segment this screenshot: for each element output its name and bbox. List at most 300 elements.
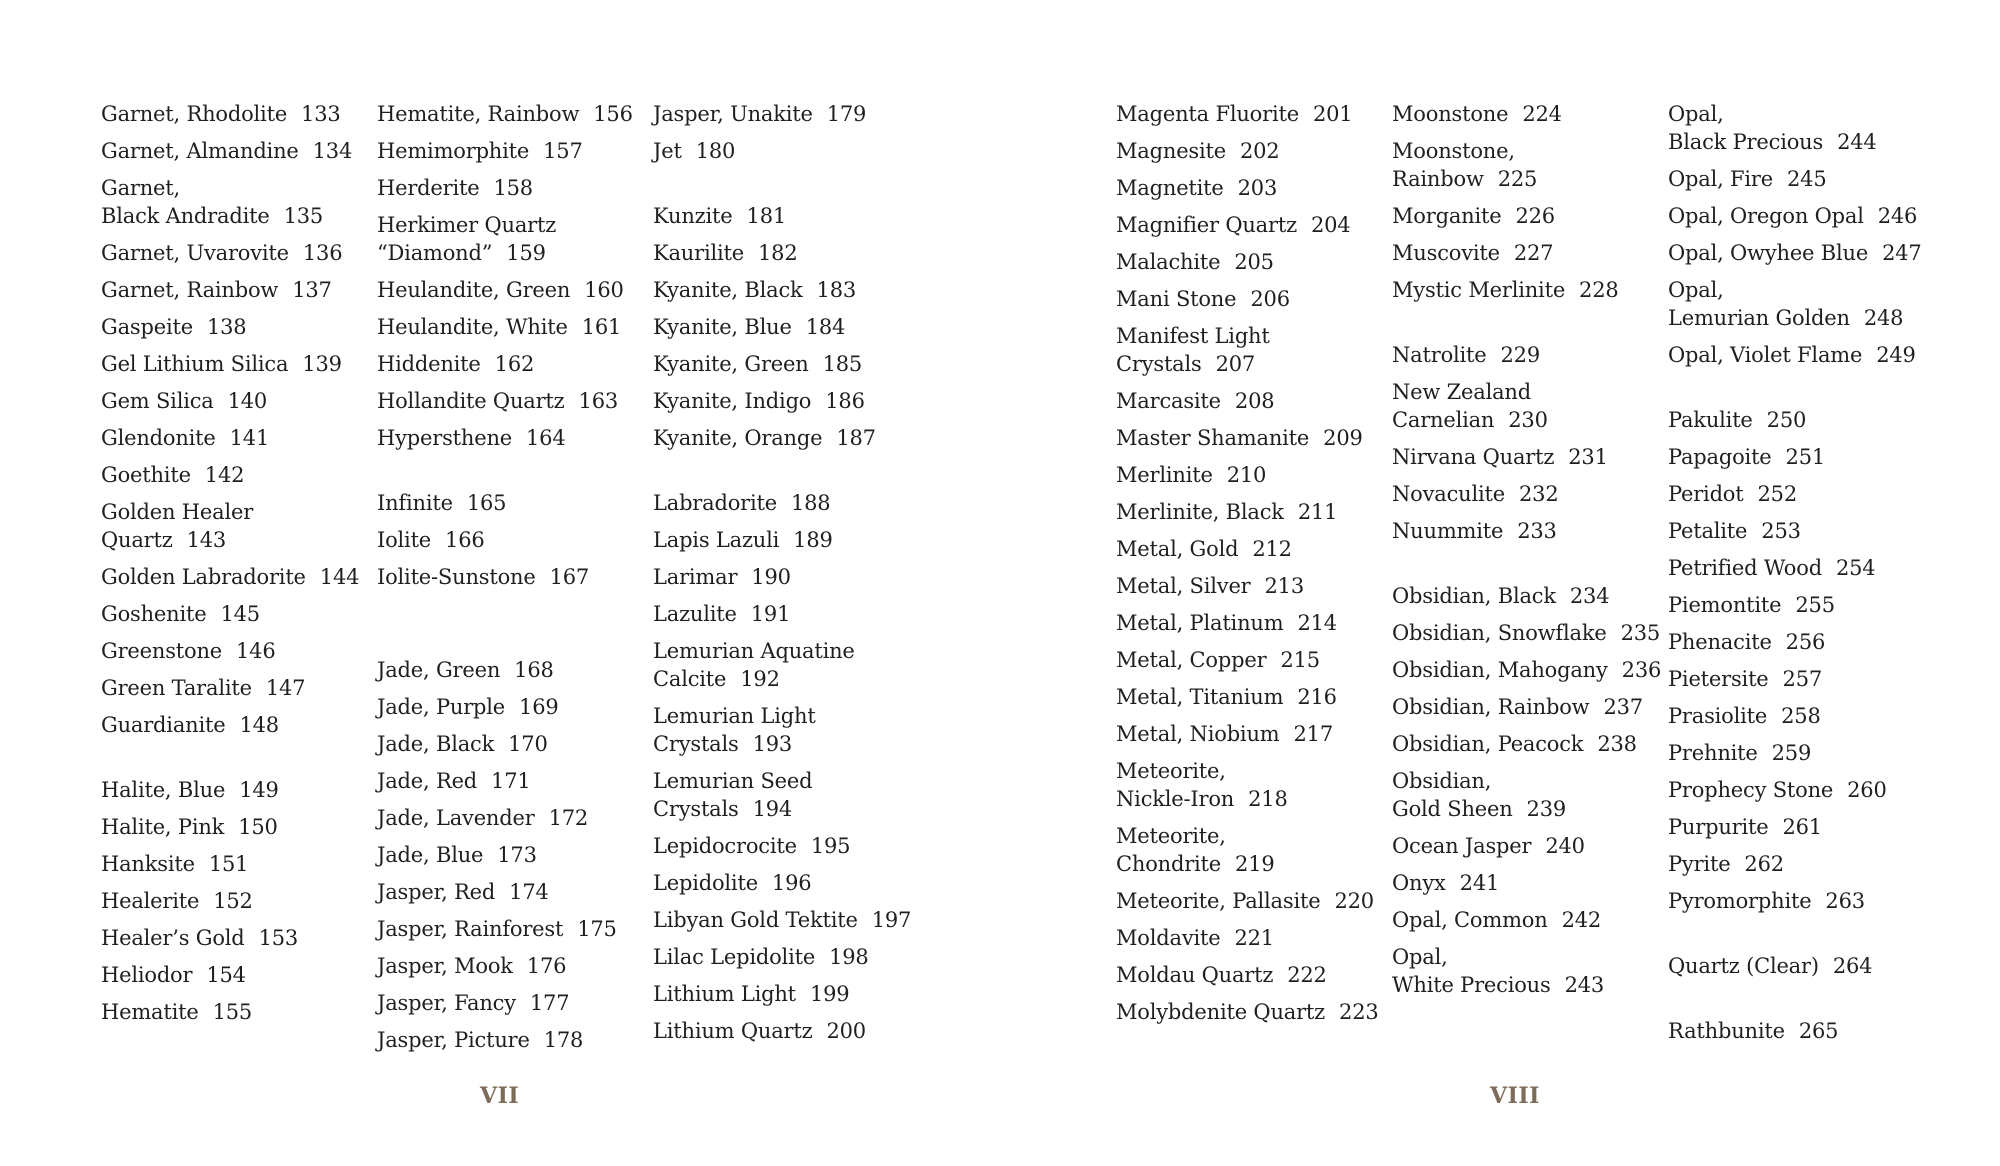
index-entry-name: Obsidian, <box>1392 769 1492 793</box>
index-entry-page: 240 <box>1545 834 1585 858</box>
index-entry-name: Rathbunite <box>1668 1019 1785 1043</box>
index-entry-page: 224 <box>1522 102 1562 126</box>
index-entry-name: Petrified Wood <box>1668 556 1822 580</box>
index-entry-page: 260 <box>1847 778 1887 802</box>
index-entry <box>377 878 647 906</box>
index-entry <box>1668 341 1938 369</box>
index-entry-name: Malachite <box>1116 250 1221 274</box>
index-entry <box>653 637 923 693</box>
index-entry <box>1392 767 1662 823</box>
index-entry-name: Iolite <box>377 528 432 552</box>
index-entry-name: Hypersthene <box>377 426 513 450</box>
index-entry-page: 261 <box>1782 815 1822 839</box>
index-entry-page: 263 <box>1825 889 1865 913</box>
index-entry-page: 204 <box>1310 213 1351 237</box>
index-entry <box>377 915 647 943</box>
index-entry <box>653 276 923 304</box>
index-entry-name: Jasper, Red <box>377 880 496 904</box>
index-entry <box>1392 480 1662 508</box>
index-entry-page: 212 <box>1252 537 1292 561</box>
index-entry-name: Jasper, Picture <box>377 1028 530 1052</box>
index-entry-page: 177 <box>529 991 570 1015</box>
index-entry-page: 221 <box>1234 926 1274 950</box>
index-entry <box>653 563 923 591</box>
index-entry-name: Lithium Light <box>653 982 796 1006</box>
index-entry-page: 198 <box>829 945 869 969</box>
index-entry <box>653 424 923 452</box>
index-entry <box>1668 952 1938 980</box>
index-entry-name: Opal, <box>1392 945 1448 969</box>
index-entry-page: 264 <box>1832 954 1873 978</box>
index-entry-page: 149 <box>239 778 279 802</box>
index-entry-page: 196 <box>771 871 812 895</box>
index-entry <box>1116 211 1386 239</box>
index-entry <box>1668 850 1938 878</box>
index-entry-name: Herkimer Quartz <box>377 213 557 237</box>
index-entry <box>1668 776 1938 804</box>
index-entry-name: Calcite <box>653 667 727 691</box>
index-entry <box>377 211 647 267</box>
index-entry <box>101 350 371 378</box>
index-entry-name: Meteorite, <box>1116 824 1226 848</box>
index-entry-name: Opal, Oregon Opal <box>1668 204 1864 228</box>
index-entry-page: 230 <box>1508 408 1548 432</box>
index-entry <box>1392 730 1662 758</box>
index-entry <box>1116 322 1386 378</box>
index-entry <box>1668 202 1938 230</box>
index-entry-name: Prophecy Stone <box>1668 778 1834 802</box>
index-entry-page: 228 <box>1579 278 1619 302</box>
index-entry-name: Hemimorphite <box>377 139 530 163</box>
index-entry-page: 182 <box>758 241 798 265</box>
index-entry-page: 206 <box>1250 287 1290 311</box>
index-entry <box>101 498 371 554</box>
index-entry-page: 259 <box>1771 741 1812 765</box>
index-entry-page: 188 <box>790 491 831 515</box>
index-entry <box>653 313 923 341</box>
index-entry-name: Lemurian Seed <box>653 769 813 793</box>
index-entry-page: 170 <box>508 732 548 756</box>
index-entry-name: Hematite <box>101 1000 199 1024</box>
index-entry-page: 142 <box>204 463 245 487</box>
index-entry-page: 218 <box>1248 787 1288 811</box>
index-entry <box>1668 406 1938 434</box>
index-entry <box>653 387 923 415</box>
index-entry <box>653 239 923 267</box>
page-number-left: VII <box>480 1083 520 1109</box>
index-entry-page: 233 <box>1517 519 1557 543</box>
index-entry-name: Pyromorphite <box>1668 889 1812 913</box>
index-entry-name: Phenacite <box>1668 630 1772 654</box>
index-entry <box>1116 461 1386 489</box>
index-entry-page: 156 <box>593 102 633 126</box>
index-entry-page: 220 <box>1334 889 1374 913</box>
index-entry-name: Metal, Niobium <box>1116 722 1280 746</box>
index-entry <box>1392 276 1662 304</box>
index-entry <box>377 137 647 165</box>
index-entry <box>653 702 923 758</box>
index-entry-page: 255 <box>1795 593 1835 617</box>
index-entry-page: 136 <box>302 241 343 265</box>
index-entry-page: 237 <box>1603 695 1643 719</box>
index-entry <box>101 776 371 804</box>
index-entry <box>377 387 647 415</box>
index-entry <box>1116 248 1386 276</box>
index-entry <box>1116 498 1386 526</box>
index-entry-page: 186 <box>825 389 865 413</box>
index-entry-name: Ocean Jasper <box>1392 834 1532 858</box>
index-entry-name: Magnesite <box>1116 139 1226 163</box>
index-entry-page: 143 <box>186 528 227 552</box>
index-entry <box>1116 887 1386 915</box>
index-entry-page: 216 <box>1297 685 1337 709</box>
index-entry-name: Natrolite <box>1392 343 1487 367</box>
index-entry-name: Papagoite <box>1668 445 1772 469</box>
index-entry-name: Novaculite <box>1392 482 1505 506</box>
index-entry-page: 203 <box>1237 176 1278 200</box>
index-entry-name: Chondrite <box>1116 852 1222 876</box>
index-entry <box>653 943 923 971</box>
index-entry <box>377 730 647 758</box>
index-entry-name: Marcasite <box>1116 389 1221 413</box>
index-entry <box>1668 517 1938 545</box>
index-entry-name: Black Precious <box>1668 130 1824 154</box>
index-entry <box>101 887 371 915</box>
index-entry-page: 265 <box>1798 1019 1839 1043</box>
index-entry-page: 243 <box>1564 973 1605 997</box>
index-entry-page: 164 <box>526 426 566 450</box>
index-entry <box>101 174 371 230</box>
index-entry-page: 219 <box>1235 852 1275 876</box>
index-entry-page: 235 <box>1620 621 1661 645</box>
index-entry-name: Jade, Lavender <box>377 806 535 830</box>
index-column-p1-c1 <box>101 100 371 1035</box>
index-entry <box>1668 813 1938 841</box>
index-entry-name: Healerite <box>101 889 200 913</box>
index-entry-name: Lemurian Aquatine <box>653 639 855 663</box>
index-entry-page: 241 <box>1459 871 1500 895</box>
index-entry-name: Garnet, <box>101 176 181 200</box>
index-entry-name: Moonstone, <box>1392 139 1515 163</box>
index-spacer <box>1668 989 1938 1017</box>
index-spacer <box>653 461 923 489</box>
index-entry-page: 249 <box>1876 343 1916 367</box>
index-entry-name: Hollandite Quartz <box>377 389 565 413</box>
index-entry-name: Obsidian, Snowflake <box>1392 621 1607 645</box>
index-entry-page: 178 <box>543 1028 584 1052</box>
index-entry-name: Glendonite <box>101 426 216 450</box>
index-entry <box>377 276 647 304</box>
index-entry <box>1116 424 1386 452</box>
index-entry <box>101 137 371 165</box>
index-entry <box>377 989 647 1017</box>
index-entry <box>653 137 923 165</box>
index-entry-name: Greenstone <box>101 639 223 663</box>
index-entry-name: Moldau Quartz <box>1116 963 1274 987</box>
index-entry-page: 173 <box>497 843 537 867</box>
index-entry-name: Garnet, Uvarovite <box>101 241 289 265</box>
index-entry-name: Garnet, Rhodolite <box>101 102 288 126</box>
index-entry-page: 262 <box>1744 852 1784 876</box>
index-entry-name: Goshenite <box>101 602 207 626</box>
index-entry <box>101 276 371 304</box>
index-entry-name: Opal, Common <box>1392 908 1548 932</box>
index-entry-name: Garnet, Rainbow <box>101 278 279 302</box>
index-entry-name: Rainbow <box>1392 167 1484 191</box>
index-entry-name: Peridot <box>1668 482 1744 506</box>
index-entry-name: Green Taralite <box>101 676 252 700</box>
index-entry-name: Metal, Titanium <box>1116 685 1284 709</box>
index-entry-page: 192 <box>740 667 780 691</box>
index-entry <box>1392 341 1662 369</box>
index-entry <box>101 313 371 341</box>
index-entry <box>1116 572 1386 600</box>
index-entry-name: Opal, Owyhee Blue <box>1668 241 1869 265</box>
index-entry-name: Jade, Blue <box>377 843 484 867</box>
index-entry <box>1116 609 1386 637</box>
index-entry-name: Jade, Green <box>377 658 501 682</box>
index-entry <box>653 767 923 823</box>
index-entry-page: 151 <box>208 852 249 876</box>
index-entry-page: 168 <box>514 658 554 682</box>
index-entry <box>1116 924 1386 952</box>
index-column-p1-c3 <box>653 100 923 1054</box>
index-entry-page: 138 <box>206 315 247 339</box>
index-entry-name: Jade, Purple <box>377 695 506 719</box>
index-entry-page: 202 <box>1239 139 1280 163</box>
index-entry-name: Goethite <box>101 463 191 487</box>
index-entry <box>377 350 647 378</box>
index-entry-name: Lepidolite <box>653 871 758 895</box>
index-entry-page: 253 <box>1761 519 1801 543</box>
index-entry <box>377 563 647 591</box>
index-entry-page: 252 <box>1757 482 1797 506</box>
index-entry-name: Magnifier Quartz <box>1116 213 1297 237</box>
index-entry-page: 223 <box>1339 1000 1379 1024</box>
index-entry-page: 242 <box>1561 908 1602 932</box>
index-entry-page: 154 <box>206 963 246 987</box>
index-entry-name: Morganite <box>1392 204 1502 228</box>
index-entry-page: 165 <box>466 491 507 515</box>
index-entry <box>653 489 923 517</box>
index-entry <box>1392 100 1662 128</box>
index-entry-page: 208 <box>1234 389 1275 413</box>
index-entry <box>1116 757 1386 813</box>
index-spacer <box>377 461 647 489</box>
index-entry <box>1392 202 1662 230</box>
index-entry-name: Jasper, Unakite <box>653 102 813 126</box>
index-entry <box>377 952 647 980</box>
index-entry-name: Nickle-Iron <box>1116 787 1235 811</box>
index-entry-page: 176 <box>526 954 567 978</box>
index-entry-name: Obsidian, Rainbow <box>1392 695 1590 719</box>
index-entry <box>653 869 923 897</box>
index-entry-name: Kaurilite <box>653 241 744 265</box>
index-entry <box>101 998 371 1026</box>
index-entry-page: 167 <box>549 565 590 589</box>
index-entry-name: Piemontite <box>1668 593 1782 617</box>
index-entry <box>1392 693 1662 721</box>
index-entry-name: Gel Lithium Silica <box>101 352 289 376</box>
index-entry-page: 141 <box>229 426 270 450</box>
index-entry-page: 257 <box>1782 667 1823 691</box>
index-entry <box>377 656 647 684</box>
page-number-right: VIII <box>1490 1083 1540 1109</box>
index-entry-page: 135 <box>283 204 324 228</box>
index-entry-name: Manifest Light <box>1116 324 1270 348</box>
index-entry-page: 163 <box>578 389 619 413</box>
index-entry-page: 245 <box>1787 167 1827 191</box>
index-entry <box>377 841 647 869</box>
index-entry <box>653 906 923 934</box>
index-entry-name: Heliodor <box>101 963 193 987</box>
index-entry <box>653 526 923 554</box>
index-entry-page: 232 <box>1519 482 1559 506</box>
index-entry-page: 153 <box>258 926 299 950</box>
index-entry <box>653 202 923 230</box>
index-entry-page: 140 <box>227 389 268 413</box>
index-entry <box>1116 100 1386 128</box>
index-entry <box>653 100 923 128</box>
index-entry-page: 251 <box>1785 445 1826 469</box>
index-entry-name: Lemurian Light <box>653 704 816 728</box>
index-entry-name: Nirvana Quartz <box>1392 445 1555 469</box>
index-entry-page: 160 <box>584 278 624 302</box>
index-entry-page: 171 <box>491 769 531 793</box>
index-entry-name: Metal, Gold <box>1116 537 1239 561</box>
index-entry-name: Mystic Merlinite <box>1392 278 1566 302</box>
index-entry-name: Moldavite <box>1116 926 1221 950</box>
index-entry <box>653 980 923 1008</box>
index-entry <box>1668 100 1938 156</box>
index-entry <box>377 804 647 832</box>
index-entry <box>1116 720 1386 748</box>
index-entry-name: Quartz (Clear) <box>1668 954 1819 978</box>
index-column-p2-c2 <box>1392 100 1662 1008</box>
index-entry-page: 254 <box>1835 556 1876 580</box>
index-entry-page: 213 <box>1264 574 1304 598</box>
index-entry-name: Pietersite <box>1668 667 1769 691</box>
index-entry-name: Black Andradite <box>101 204 270 228</box>
index-entry-page: 191 <box>750 602 791 626</box>
index-entry <box>1116 646 1386 674</box>
index-entry <box>377 489 647 517</box>
index-entry <box>653 832 923 860</box>
index-entry-name: Larimar <box>653 565 738 589</box>
index-entry <box>377 526 647 554</box>
index-entry <box>1116 961 1386 989</box>
index-entry <box>1668 702 1938 730</box>
index-entry-page: 248 <box>1863 306 1904 330</box>
index-column-p1-c2 <box>377 100 647 1063</box>
index-entry <box>1392 869 1662 897</box>
index-entry-name: Obsidian, Black <box>1392 584 1556 608</box>
index-entry-name: Garnet, Almandine <box>101 139 299 163</box>
index-spacer <box>1392 554 1662 582</box>
index-entry-page: 258 <box>1781 704 1821 728</box>
index-entry <box>1116 285 1386 313</box>
index-entry-name: Halite, Pink <box>101 815 225 839</box>
index-entry <box>1668 739 1938 767</box>
index-entry-page: 137 <box>292 278 332 302</box>
index-entry-name: Crystals <box>1116 352 1202 376</box>
index-entry-name: Heulandite, White <box>377 315 568 339</box>
index-entry-page: 162 <box>494 352 535 376</box>
index-entry <box>1668 165 1938 193</box>
index-entry-name: Purpurite <box>1668 815 1769 839</box>
index-entry-name: Pyrite <box>1668 852 1731 876</box>
index-entry-name: Prehnite <box>1668 741 1758 765</box>
index-spacer <box>1668 924 1938 952</box>
index-entry-page: 169 <box>519 695 559 719</box>
index-entry-name: Gaspeite <box>101 315 193 339</box>
index-entry-page: 229 <box>1500 343 1540 367</box>
index-entry-page: 222 <box>1287 963 1327 987</box>
index-entry <box>377 693 647 721</box>
index-entry-page: 152 <box>213 889 253 913</box>
index-entry-name: Pakulite <box>1668 408 1753 432</box>
index-entry-page: 179 <box>826 102 867 126</box>
index-entry-name: Obsidian, Mahogany <box>1392 658 1608 682</box>
index-entry-name: Lazulite <box>653 602 737 626</box>
index-entry-name: New Zealand <box>1392 380 1531 404</box>
index-entry-page: 146 <box>236 639 276 663</box>
index-entry-name: Molybdenite Quartz <box>1116 1000 1326 1024</box>
index-entry-name: Kyanite, Green <box>653 352 809 376</box>
index-entry <box>377 100 647 128</box>
index-column-p2-c1 <box>1116 100 1386 1035</box>
index-entry <box>101 674 371 702</box>
index-entry <box>1668 480 1938 508</box>
index-entry-name: Herderite <box>377 176 480 200</box>
index-entry-name: Lapis Lazuli <box>653 528 780 552</box>
index-entry-page: 201 <box>1312 102 1353 126</box>
index-entry <box>1668 1017 1938 1045</box>
index-entry-name: Libyan Gold Tektite <box>653 908 858 932</box>
index-entry <box>653 350 923 378</box>
index-entry <box>1392 943 1662 999</box>
index-entry <box>101 813 371 841</box>
index-entry <box>1116 683 1386 711</box>
index-entry-name: Jade, Red <box>377 769 478 793</box>
index-entry-name: Carnelian <box>1392 408 1495 432</box>
index-entry <box>101 461 371 489</box>
index-entry <box>101 424 371 452</box>
index-entry-name: Golden Labradorite <box>101 565 306 589</box>
index-entry-name: Mani Stone <box>1116 287 1237 311</box>
index-entry <box>101 961 371 989</box>
index-entry-name: Kyanite, Indigo <box>653 389 812 413</box>
index-entry-name: Metal, Copper <box>1116 648 1267 672</box>
index-entry <box>377 424 647 452</box>
index-entry-page: 226 <box>1515 204 1555 228</box>
index-entry-page: 195 <box>810 834 851 858</box>
index-entry-name: Halite, Blue <box>101 778 226 802</box>
index-entry <box>1392 378 1662 434</box>
index-entry-page: 205 <box>1234 250 1274 274</box>
index-entry-page: 139 <box>302 352 342 376</box>
index-entry-name: “Diamond” <box>377 241 493 265</box>
index-entry-name: Meteorite, <box>1116 759 1226 783</box>
index-entry-name: Lithium Quartz <box>653 1019 813 1043</box>
index-entry-page: 144 <box>319 565 360 589</box>
index-spacer <box>377 628 647 656</box>
index-entry <box>101 387 371 415</box>
index-entry <box>101 100 371 128</box>
index-entry-page: 187 <box>836 426 876 450</box>
index-entry-name: Gem Silica <box>101 389 214 413</box>
index-entry-page: 238 <box>1597 732 1637 756</box>
